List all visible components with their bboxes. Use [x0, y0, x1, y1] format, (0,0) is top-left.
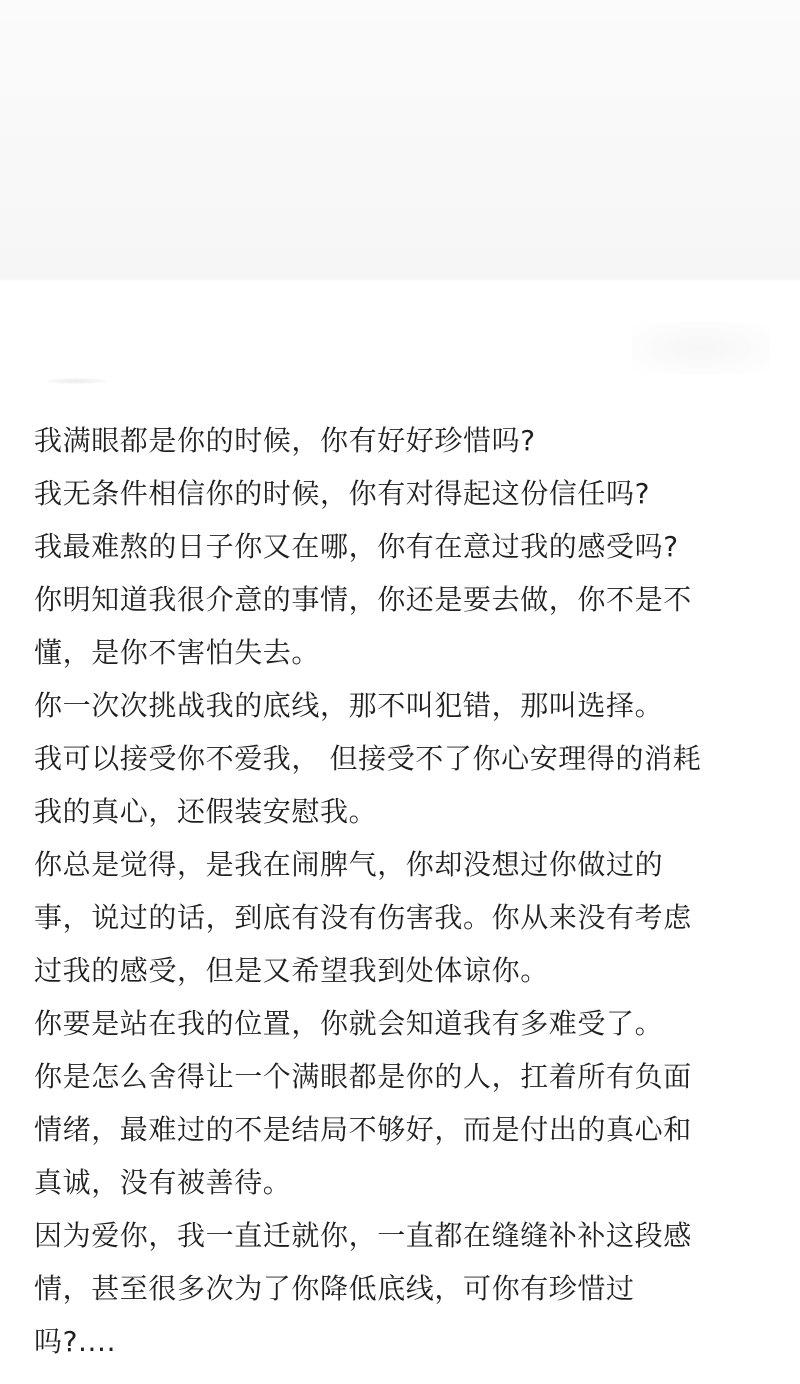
text-line: 我满眼都是你的时候，你有好好珍惜吗? [34, 424, 536, 457]
text-line: 你一次次挑战我的底线，那不叫犯错，那叫选择。 [34, 689, 664, 722]
text-line: 因为爱你，我一直迁就你，一直都在缝缝补补这段感 [34, 1219, 692, 1252]
text-line: 过我的感受，但是又希望我到处体谅你。 [34, 954, 549, 987]
text-line: 我最难熬的日子你又在哪，你有在意过我的感受吗? [34, 530, 679, 563]
header-divider [0, 276, 800, 282]
blank-header-area [0, 0, 800, 280]
text-line: 情绪，最难过的不是结局不够好，而是付出的真心和 [34, 1113, 692, 1146]
text-line: 吗?.... [34, 1325, 117, 1358]
text-line: 你明知道我很介意的事情，你还是要去做，你不是不 [34, 583, 692, 616]
text-line: 你总是觉得，是我在闹脾气，你却没想过你做过的 [34, 848, 664, 881]
text-line: 事，说过的话，到底有没有伤害我。你从来没有考虑 [34, 901, 692, 934]
text-line: 情，甚至很多次为了你降低底线，可你有珍惜过 [34, 1272, 635, 1305]
message-text [34, 414, 774, 1368]
faint-mark [46, 378, 106, 384]
text-line: 我的真心，还假装安慰我。 [34, 795, 378, 828]
text-line: 我可以接受你不爱我， 但接受不了你心安理得的消耗 [34, 742, 702, 775]
text-line: 懂，是你不害怕失去。 [34, 636, 321, 669]
text-line: 你要是站在我的位置，你就会知道我有多难受了。 [34, 1007, 664, 1040]
text-line: 我无条件相信你的时候，你有对得起这份信任吗? [34, 477, 651, 510]
text-line: 你是怎么舍得让一个满眼都是你的人，扛着所有负面 [34, 1060, 692, 1093]
faint-smudge [632, 322, 770, 374]
text-line: 真诚，没有被善待。 [34, 1166, 292, 1199]
